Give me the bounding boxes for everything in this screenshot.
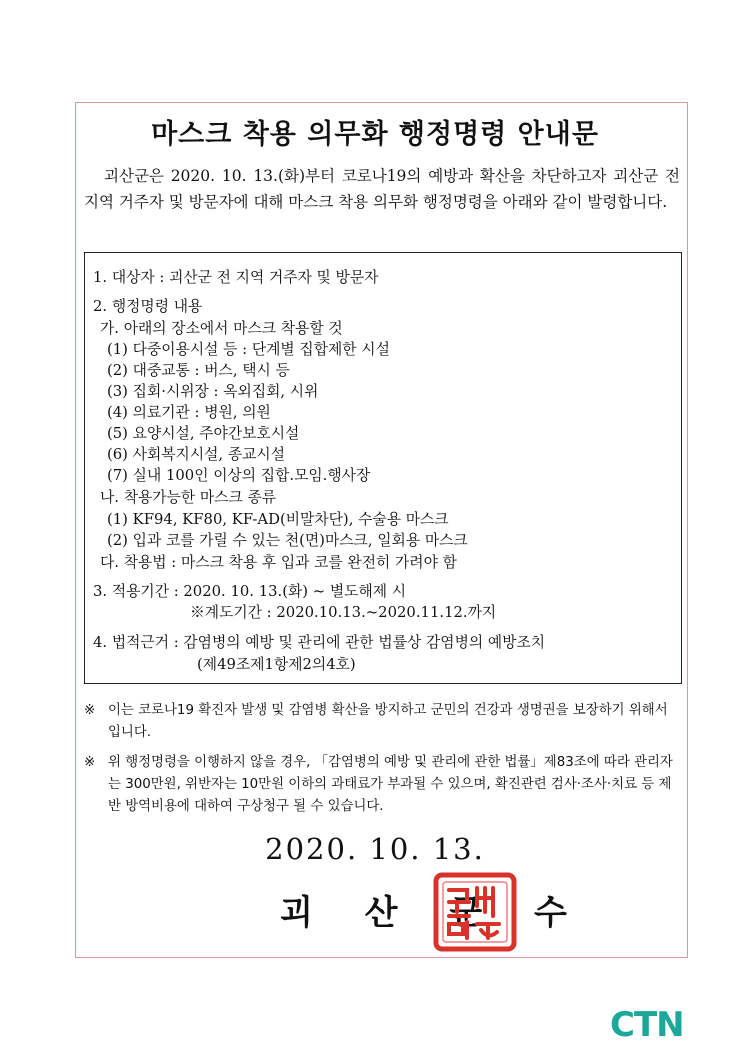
item-legal-basis: 4. 법적근거 : 감염병의 예방 및 관리에 관한 법률상 감염병의 예방조치 (93, 634, 546, 651)
note-penalty (84, 752, 684, 818)
guidance-period: ※계도기간 : 2020.10.13.~2020.11.12.까지 (190, 604, 497, 621)
official-seal-stamp (433, 872, 517, 952)
item-target: 1. 대상자 : 괴산군 전 지역 거주자 및 방문자 (93, 269, 379, 286)
place-2: (2) 대중교통 : 버스, 택시 등 (107, 362, 290, 379)
place-3: (3) 집회·시위장 : 옥외집회, 시위 (107, 383, 319, 400)
document-title: 마스크 착용 의무화 행정명령 안내문 (151, 119, 599, 150)
subitem-da: 다. 착용법 : 마스크 착용 후 입과 코를 완전히 가려야 함 (100, 554, 457, 571)
note-mark: ※ (84, 755, 96, 770)
mask-type-1: (1) KF94, KF80, KF-AD(비말차단), 수술용 마스크 (107, 511, 449, 528)
signer-name: 괴 산 군 수 (280, 893, 587, 933)
note-mark: ※ (84, 703, 96, 718)
place-6: (6) 사회복지시설, 종교시설 (107, 446, 286, 463)
ctn-logo: CTN (610, 1005, 684, 1045)
legal-basis-article: (제49조제1항제2의4호) (197, 656, 356, 673)
place-1: (1) 다중이용시설 등 : 단계별 집합제한 시설 (107, 341, 390, 358)
issue-date: 2020. 10. 13. (265, 832, 485, 866)
note-text: 이는 코로나19 확진자 발생 및 감염병 확산을 방지하고 군민의 건강과 생명권을 보장하기 위해서 입니다. (108, 703, 668, 740)
note-text: 위 행정명령을 이행하지 않을 경우, 「감염병의 예방 및 관리에 관한 법률」제83조에 따라 관리자는 300만원, 위반자는 10만원 이하의 과태료가 부과될 수 있으며, 확진관련 검사·조사·치료 등 제반 방역비용에 대하여 구상청구 될 수 있습니다. (108, 755, 673, 814)
item-period: 3. 적용기간 : 2020. 10. 13.(화) ~ 별도해제 시 (93, 583, 407, 600)
mask-type-2: (2) 입과 코를 가릴 수 있는 천(면)마스크, 일회용 마스크 (107, 532, 468, 549)
place-4: (4) 의료기관 : 병원, 의원 (107, 404, 271, 421)
subitem-ga: 가. 아래의 장소에서 마스크 착용할 것 (100, 320, 343, 337)
subitem-na: 나. 착용가능한 마스크 종류 (100, 489, 277, 506)
note-purpose (84, 700, 684, 744)
intro-paragraph: 괴산군은 2020. 10. 13.(화)부터 코로나19의 예방과 확산을 차단하고자 괴산군 전 지역 거주자 및 방문자에 대해 마스크 착용 의무화 행정명령을 아래와 같이 발령합니다. (84, 167, 680, 211)
place-7: (7) 실내 100인 이상의 집합.모임.행사장 (107, 467, 371, 484)
item-order-content: 2. 행정명령 내용 (93, 298, 203, 315)
place-5: (5) 요양시설, 주야간보호시설 (107, 425, 300, 442)
